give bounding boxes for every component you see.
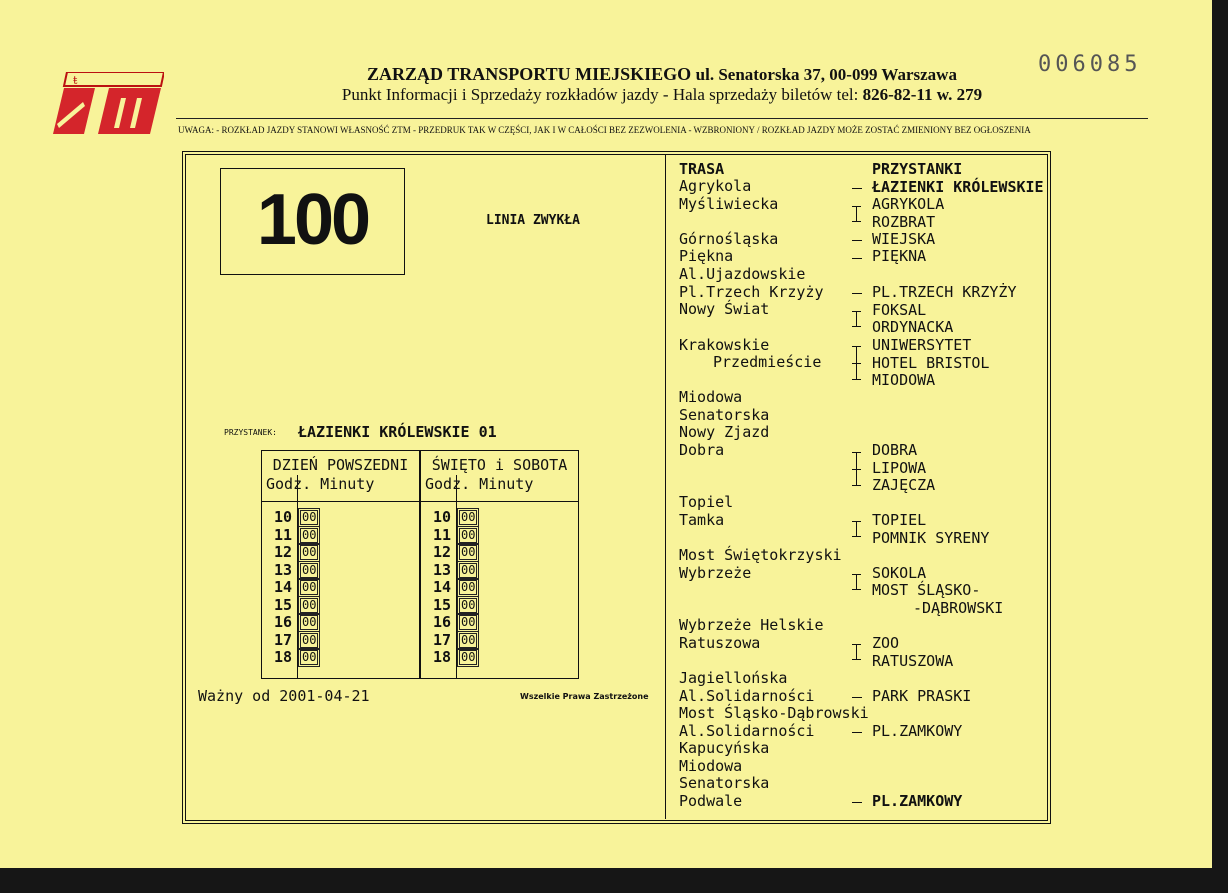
line-number: 100 [256,180,369,260]
minutes-cell: 00 [302,545,317,559]
route-street: Al.Solidarności [679,687,815,705]
minutes-cell: 00 [302,597,317,612]
route-stop: DOBRA [872,441,918,459]
route-street: Al.Solidarności [679,722,815,740]
minutes-cell: 00 [302,510,317,524]
minutes-cell: 00 [461,527,476,542]
route-stop: POMNIK SYRENY [872,529,990,547]
route-stop: WIEJSKA [872,230,936,248]
stop-connector [852,697,862,698]
timetable-weekday [261,450,420,679]
timetable-subtitle: Godz. Minuty [425,475,534,493]
route-street: Agrykola [679,177,752,195]
timetable-row [262,649,419,667]
route-street: Nowy Świat [679,300,770,318]
timetable-row [421,509,578,527]
hour-cell: 12 [273,543,292,561]
route-street: Most Śląsko-Dąbrowski [679,704,869,722]
route-stop: ORDYNACKA [872,318,954,336]
route-stop: PL.TRZECH KRZYŻY [872,283,1017,301]
hour-cell: 10 [432,508,451,526]
org-address: ul. Senatorska 37, 00-099 Warszawa [695,65,957,84]
route-stop: TOPIEL [872,511,927,529]
stop-bracket [852,574,862,590]
timetable-row [421,632,578,650]
stop-bracket [852,521,862,537]
hour-cell: 11 [432,525,451,544]
header-title [250,64,1074,85]
org-name: ZARZĄD TRANSPORTU MIEJSKIEGO [367,64,692,84]
hour-cell: 16 [273,613,292,631]
hour-cell: 17 [432,630,451,649]
route-stop: MIODOWA [872,371,936,389]
minutes-cell: 00 [461,615,476,629]
route-street: Miodowa [679,757,743,775]
hour-cell: 13 [273,560,292,579]
route-divider [665,154,666,819]
route-stop: ŁAZIENKI KRÓLEWSKIE [872,178,1044,196]
timetable-row [421,649,578,667]
hour-cell: 13 [432,560,451,579]
stop-connector [852,240,862,241]
serial-number: 006085 [1038,52,1142,77]
hour-cell: 14 [432,578,451,596]
timetable-header [421,451,578,502]
stop-connector [852,732,862,733]
hour-cell: 15 [432,595,451,614]
stop-connector [852,293,862,294]
minutes-cell: 00 [461,580,476,594]
minutes-cell: 00 [302,615,317,629]
minutes-cell: 00 [461,510,476,524]
stop-bracket [852,452,862,486]
timetable-subtitle: Godz. Minuty [266,475,375,493]
route-street: Senatorska [679,406,770,424]
route-stop: -DĄBROWSKI [913,599,1004,617]
route-stop: SOKOLA [872,564,927,582]
route-stop: PL.ZAMKOWY [872,722,963,740]
timetable-row [262,562,419,580]
route-street: Krakowskie [679,336,770,354]
valid-from: Ważny od 2001-04-21 [198,687,370,705]
minutes-cell: 00 [302,527,317,542]
route-street: Al.Ujazdowskie [679,265,806,283]
route-street: Górnośląska [679,230,779,248]
route-stop: MOST ŚLĄSKO- [872,581,981,599]
svg-text:ŧ: ŧ [73,74,78,87]
hour-cell: 16 [432,613,451,631]
route-stop: PIĘKNA [872,247,927,265]
hour-cell: 10 [273,508,292,526]
stop-name: ŁAZIENKI KRÓLEWSKIE 01 [298,423,497,441]
scan-border [0,868,1228,893]
timetable-rows [262,509,419,667]
timetable-header [262,451,419,502]
trasa-header: TRASA [679,160,725,178]
rights-reserved: Wszelkie Prawa Zastrzeżone [520,692,649,701]
route-street: Nowy Zjazd [679,423,770,441]
stop-bracket [852,206,862,222]
przystanki-header: PRZYSTANKI [872,160,963,178]
hour-cell: 11 [273,525,292,544]
timetable-row [421,527,578,545]
stop-bracket [852,311,862,327]
timetable-row [262,632,419,650]
route-stop: RATUSZOWA [872,652,954,670]
minutes-cell: 00 [461,562,476,577]
route-street: Most Świętokrzyski [679,546,842,564]
route-stop: HOTEL BRISTOL [872,354,990,372]
route-stop: ZOO [872,634,900,652]
minutes-cell: 00 [302,650,317,664]
timetable-rows [421,509,578,667]
route-street: Kapucyńska [679,739,770,757]
route-street: Podwale [679,792,743,810]
route-stop: PARK PRASKI [872,687,972,705]
stop-connector [852,258,862,259]
hour-cell: 17 [273,630,292,649]
hour-cell: 15 [273,595,292,614]
minutes-cell: 00 [461,632,476,647]
hour-cell: 14 [273,578,292,596]
timetable-row [262,579,419,597]
stop-connector [852,188,862,189]
timetable-title: ŚWIĘTO i SOBOTA [431,456,568,474]
minutes-cell: 00 [461,650,476,664]
timetable-row [262,597,419,615]
route-stop: AGRYKOLA [872,195,945,213]
route-stop: ZAJĘCZA [872,476,936,494]
route-stop: UNIWERSYTET [872,336,972,354]
stop-connector [852,802,862,803]
minutes-cell: 00 [302,562,317,577]
timetable-row [421,614,578,632]
route-street: Wybrzeże Helskie [679,616,824,634]
route-stop: LIPOWA [872,459,927,477]
route-street: Myśliwiecka [679,195,779,213]
timetable-row [421,597,578,615]
header-rule [176,118,1148,119]
minutes-cell: 00 [461,597,476,612]
timetable-row [262,509,419,527]
hour-cell: 12 [432,543,451,561]
stop-bracket [852,644,862,660]
route-stop: ROZBRAT [872,213,936,231]
minutes-cell: 00 [302,580,317,594]
timetable-row [421,544,578,562]
hour-cell: 18 [432,648,451,666]
timetable-holiday [420,450,579,679]
timetable-row [262,614,419,632]
route-street: Senatorska [679,774,770,792]
minutes-cell: 00 [302,632,317,647]
route-street: Topiel [679,493,734,511]
route-street: Dobra [679,441,725,459]
stop-bracket [852,346,862,380]
line-type: LINIA ZWYKŁA [486,213,580,228]
timetable-row [262,527,419,545]
info-phone: 826-82-11 w. 279 [862,85,983,104]
info-text: Punkt Informacji i Sprzedaży rozkładów jazdy - Hala sprzedaży biletów tel: [341,85,859,104]
copyright-notice: UWAGA: - ROZKŁAD JAZDY STANOWI WŁASNOŚĆ ZTM - PRZEDRUK TAK W CZĘŚCI, JAK I W CAŁOŚCI BEZ ZEZWOLENIA - WZBRONIONY / ROZKŁAD JAZDY MOŻE ZOSTAĆ ZMIENIONY BEZ OGŁOSZENIA [178,125,1031,135]
route-street: Ratuszowa [679,634,761,652]
route-stop: PL.ZAMKOWY [872,792,963,810]
route-street: Przedmieście [713,353,822,371]
header-info [250,85,1074,105]
ztm-logo [53,72,164,134]
timetable-row [421,579,578,597]
hour-cell: 18 [273,648,292,666]
minutes-cell: 00 [461,545,476,559]
route-stop: FOKSAL [872,301,927,319]
route-street: Pl.Trzech Krzyży [679,283,824,301]
stop-label: PRZYSTANEK: [224,428,277,437]
route-street: Wybrzeże [679,564,752,582]
route-street: Piękna [679,247,734,265]
route-street: Tamka [679,511,725,529]
timetable-row [262,544,419,562]
route-street: Miodowa [679,388,743,406]
route-street: Jagiellońska [679,669,788,687]
timetable-row [421,562,578,580]
timetable-title: DZIEŃ POWSZEDNI [272,456,409,474]
